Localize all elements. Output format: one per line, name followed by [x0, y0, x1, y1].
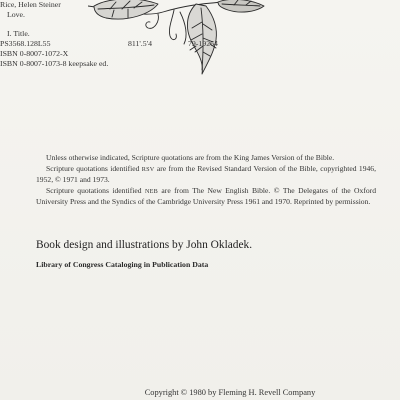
cip-isbn-1: ISBN 0-8007-1072-X [0, 48, 69, 58]
cip-lccn: 79-19264 [188, 39, 218, 49]
book-design-credit: Book design and illustrations by John Okladek. [36, 239, 253, 251]
rsv-notice-text: are from the Revised Standard Version of the Bible, copyrighted 1946, 1952, © 1971 and 1973. [36, 163, 376, 185]
rsv-notice [36, 164, 376, 186]
cip-dewey-number: 811'.5'4 [128, 39, 152, 49]
neb-notice-text: are from The New English Bible. © The Delegates of the Oxford University Press and the Syndics of the Cambridge University Press 1961 and 1970. Reprinted by permission. [36, 185, 376, 207]
loc-cataloging-heading: Library of Congress Cataloging in Publication Data [36, 260, 209, 269]
cip-classification-row [0, 39, 340, 49]
scripture-notice [36, 153, 376, 208]
cip-isbn-2: ISBN 0-8007-1073-8 keepsake ed. [0, 58, 109, 68]
cip-subject: I. Title. [7, 29, 30, 39]
rsv-notice-lead: Scripture quotations identified [46, 163, 142, 173]
neb-notice-lead: Scripture quotations identified [46, 185, 145, 195]
neb-abbreviation: NEB [144, 187, 158, 195]
cip-author: Rice, Helen Steiner [0, 0, 61, 9]
copyright-line [0, 388, 400, 397]
copyright-text: Copyright © 1980 by Fleming H. Revell Company [144, 388, 316, 397]
rsv-abbreviation: RSV [141, 165, 155, 173]
cip-call-number: PS3568.128L55 [0, 39, 51, 49]
neb-notice [36, 186, 376, 208]
cip-record [0, 0, 340, 69]
cip-title: Love. [7, 9, 25, 19]
kjv-notice: Unless otherwise indicated, Scripture quotations are from the King James Version of the Bible. [46, 153, 335, 162]
